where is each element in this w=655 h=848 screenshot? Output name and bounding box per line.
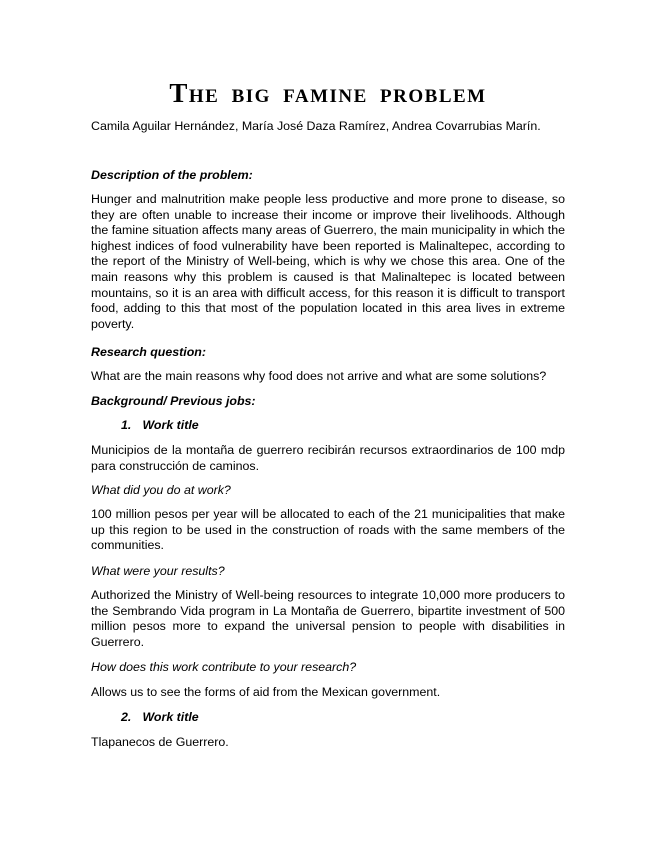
work-2-title-text: Tlapanecos de Guerrero.	[91, 735, 229, 749]
work-1-answer-contribute: Allows us to see the forms of aid from the Mexican government.	[91, 685, 441, 699]
work-2-label: Work title	[142, 710, 199, 724]
work-2-number: 2.	[121, 710, 132, 724]
work-1-question-results: What were your results?	[91, 564, 225, 578]
work-1-question-work: What did you do at work?	[91, 483, 231, 497]
work-1-question-contribute: How does this work contribute to your research?	[91, 660, 357, 674]
research-question-heading: Research question:	[91, 345, 206, 359]
description-heading: Description of the problem:	[91, 168, 253, 182]
research-question-text: What are the main reasons why food does not arrive and what are some solutions?	[91, 369, 547, 383]
work-1-answer-results: Authorized the Ministry of Well-being resources to integrate 10,000 more producers to the Sembrando Vida program in La Montaña de Guerrero, bipartite investment of 500 million pesos more to expand the universal pension to people with disabilities in Guerrero.	[91, 588, 565, 649]
work-1-number: 1.	[121, 418, 132, 432]
document-title: The big famine problem	[169, 78, 487, 108]
background-heading: Background/ Previous jobs:	[91, 394, 256, 408]
description-paragraph: Hunger and malnutrition make people less productive and more prone to disease, so they are often unable to increase their income or improve their livelihoods. Although the famine situation affects many areas of Guerrero, the main municipality in which the highest indices of food vulnerability have been reported is Malinaltepec, according to the report of the Ministry of Well-being, which is why we chose this area. One of the main reasons why this problem is caused is that Malinaltepec is located between mountains, so it is an area with difficult access, for this reason it is difficult to transport food, adding to this that most of the population located in this area lives in extreme poverty.	[91, 192, 565, 331]
authors-line: Camila Aguilar Hernández, María José Daza Ramírez, Andrea Covarrubias Marín.	[91, 119, 541, 133]
work-2-heading	[91, 710, 595, 726]
work-1-answer-work: 100 million pesos per year will be allocated to each of the 21 municipalities that make up this region to be used in the construction of roads with the same members of the communities.	[91, 507, 565, 553]
work-1-title-text: Municipios de la montaña de guerrero recibirán recursos extraordinarios de 100 mdp para construcción de caminos.	[91, 443, 565, 473]
work-1-label: Work title	[142, 418, 199, 432]
work-1-heading	[91, 418, 595, 434]
